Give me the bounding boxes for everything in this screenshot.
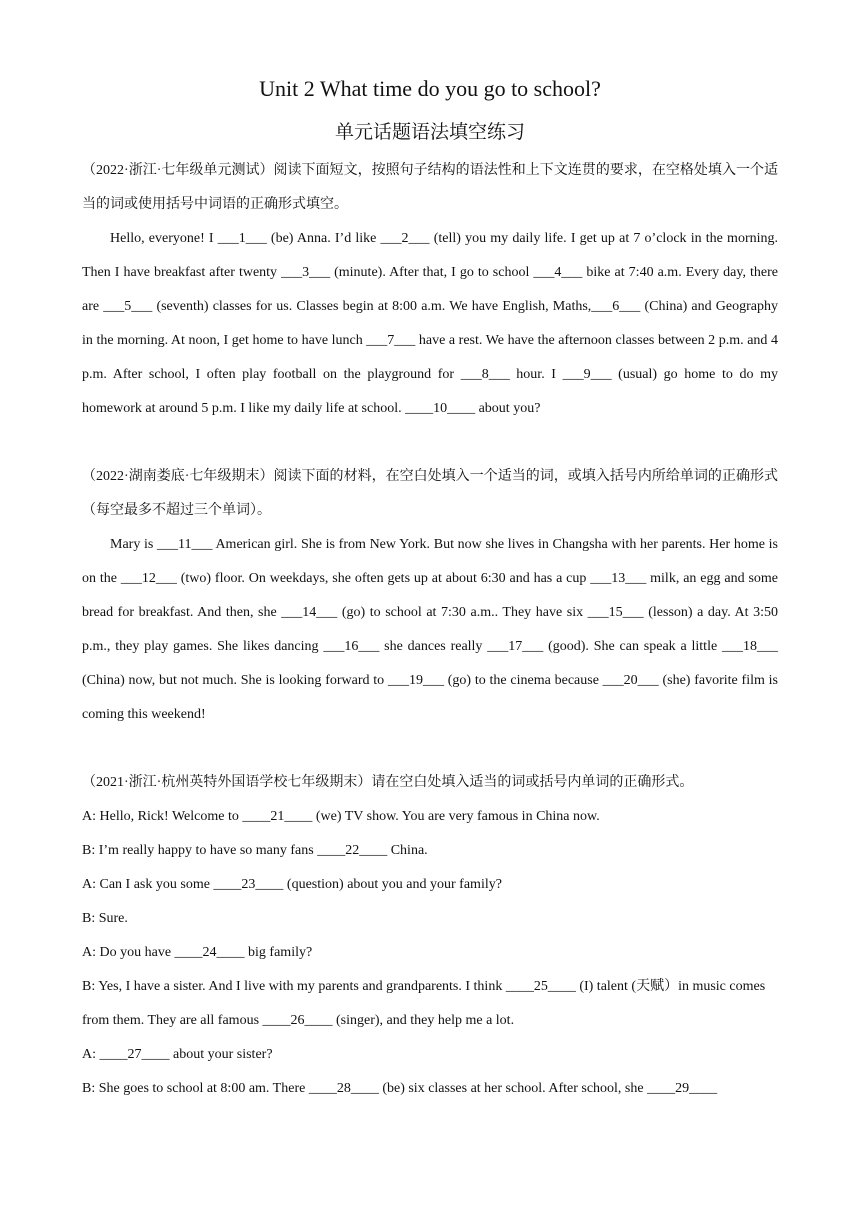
dialogue-line: B: Sure. [82,911,128,926]
dialogue-line: B: She goes to school at 8:00 am. There ____28____ (be) six classes at her school. After school, she ____29____ [82,1081,718,1096]
dialogue-line: B: Yes, I have a sister. And I live with my parents and grandparents. I think ____25____ (I) talent (天赋）in music comes from them. They are all famous ____26____ (singer), and they help me a lot. [82,979,766,1028]
document-content [82,154,778,1106]
section-1-source: （2022·浙江·七年级单元测试）阅读下面短文，按照句子结构的语法性和上下文连贯的要求，在空格处填入一个适当的词或使用括号中词语的正确形式填空。 [82,163,778,212]
section-2-source: （2022·湖南娄底·七年级期末）阅读下面的材料，在空白处填入一个适当的词，或填入括号内所给单词的正确形式（每空最多不超过三个单词）。 [82,469,778,518]
section-divider [82,426,778,460]
dialogue-line: A: Do you have ____24____ big family? [82,945,313,960]
section-divider [82,732,778,766]
page-title: Unit 2 What time do you go to school? [259,76,601,101]
section-2-passage: Mary is ___11___ American girl. She is from New York. But now she lives in Changsha with her parents. Her home is on the ___12___ (two) floor. On weekdays, she often gets up at about 6:30 and has a cup ___13___ milk, an egg and some bread for breakfast. And then, she ___14___ (go) to school at 7:30 a.m.. They have six ___15___ (lesson) a day. At 3:50 p.m., they play games. She likes dancing ___16___ she dances really ___17___ (good). She can speak a little ___18___ (China) now, but not much. She is looking forward to ___19___ (go) to the cinema because ___20___ (she) favorite film is coming this weekend! [82,537,778,722]
page-subtitle: 单元话题语法填空练习 [334,122,525,143]
dialogue-line: A: ____27____ about your sister? [82,1047,273,1062]
section-1-passage: Hello, everyone! I ___1___ (be) Anna. I’d like ___2___ (tell) you my daily life. I get up at 7 o’clock in the morning. Then I have breakfast after twenty ___3___ (minute). After that, I go to school ___4___ bike at 7:40 a.m. Every day, there are ___5___ (seventh) classes for us. Classes begin at 8:00 a.m. We have English, Maths,___6___ (China) and Geography in the morning. At noon, I get home to have lunch ___7___ have a rest. We have the afternoon classes between 2 p.m. and 4 p.m. After school, I often play football on the playground for ___8___ hour. I ___9___ (usual) go home to do my homework at around 5 p.m. I like my daily life at school. ____10____ about you? [82,231,778,416]
section-3-source: （2021·浙江·杭州英特外国语学校七年级期末）请在空白处填入适当的词或括号内单词的正确形式。 [82,775,694,790]
dialogue-line: A: Hello, Rick! Welcome to ____21____ (we) TV show. You are very famous in China now. [82,809,600,824]
dialogue-line: A: Can I ask you some ____23____ (question) about you and your family? [82,877,502,892]
dialogue-line: B: I’m really happy to have so many fans ____22____ China. [82,843,428,858]
